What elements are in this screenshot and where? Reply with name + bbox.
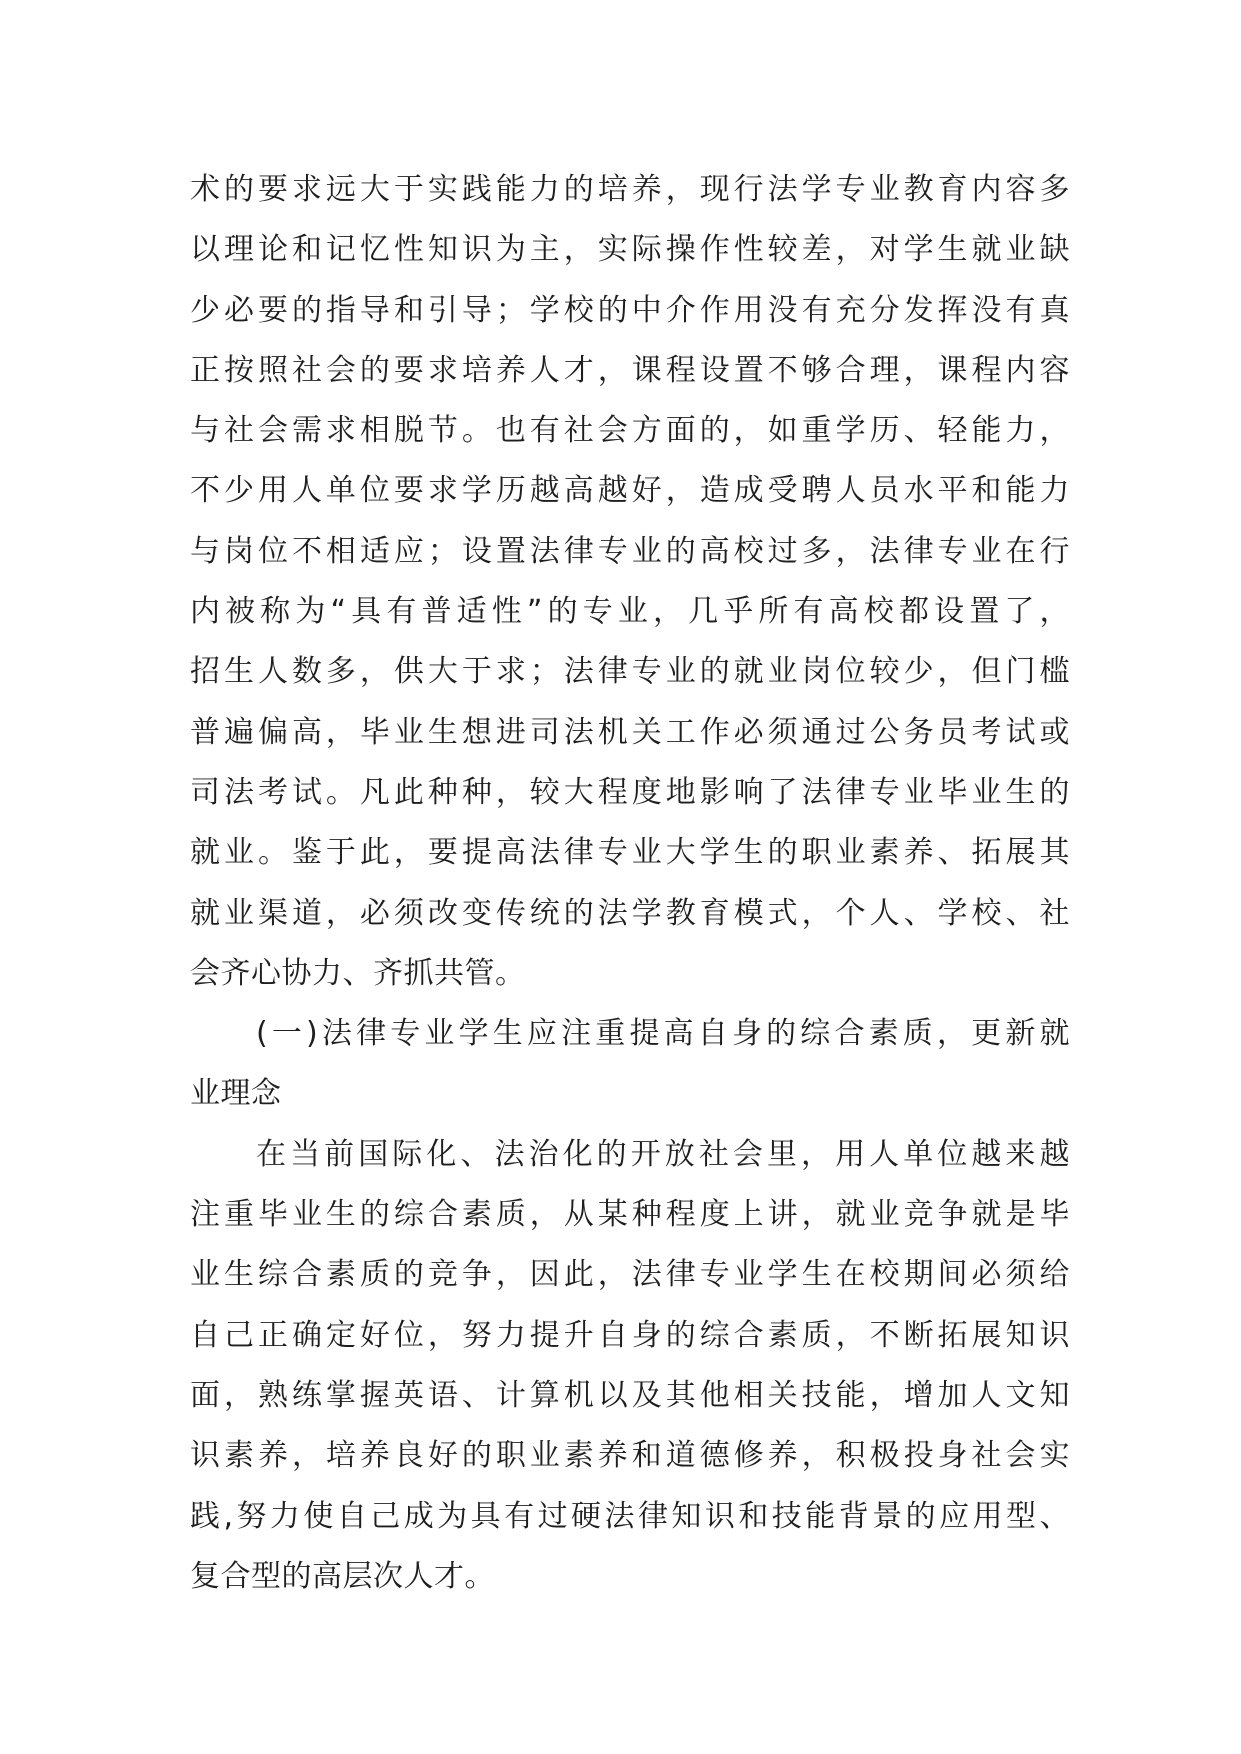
- text-line: 注重毕业生的综合素质，从某种程度上讲，就业竞争就是毕: [190, 1197, 1070, 1233]
- text-line: 以理论和记忆性知识为主，实际操作性较差，对学生就业缺: [190, 232, 1070, 268]
- text-line: 与社会需求相脱节。也有社会方面的，如重学历、轻能力，: [190, 413, 1070, 449]
- text-line: 复合型的高层次人才。: [190, 1558, 495, 1594]
- text-line: 就业。鉴于此，要提高法律专业大学生的职业素养、拓展其: [190, 835, 1070, 871]
- text-line: 术的要求远大于实践能力的培养，现行法学专业教育内容多: [190, 172, 1070, 207]
- text-line: 正按照社会的要求培养人才，课程设置不够合理，课程内容: [190, 352, 1070, 388]
- text-line: 在当前国际化、法治化的开放社会里，用人单位越来越: [256, 1136, 1070, 1172]
- text-line: 普遍偏高，毕业生想进司法机关工作必须通过公务员考试或: [190, 714, 1070, 750]
- text-line: 内被称为“具有普适性”的专业，几乎所有高校都设置了，: [190, 594, 1070, 630]
- text-line: 践,努力使自己成为具有过硬法律知识和技能背景的应用型、: [190, 1498, 1070, 1534]
- text-line: 面，熟练掌握英语、计算机以及其他相关技能，增加人文知: [190, 1377, 1070, 1413]
- text-line: 会齐心协力、齐抓共管。: [190, 955, 526, 991]
- section-heading-continued: 业理念: [190, 1076, 282, 1112]
- text-line: 招生人数多，供大于求；法律专业的就业岗位较少，但门槛: [190, 654, 1070, 690]
- text-line: 识素养，培养良好的职业素养和道德修养，积极投身社会实: [190, 1438, 1070, 1474]
- text-line: 就业渠道，必须改变传统的法学教育模式，个人、学校、社: [190, 895, 1070, 931]
- text-line: 不少用人单位要求学历越高越好，造成受聘人员水平和能力: [190, 473, 1070, 509]
- text-line: 司法考试。凡此种种，较大程度地影响了法律专业毕业生的: [190, 774, 1070, 810]
- text-line: 与岗位不相适应；设置法律专业的高校过多，法律专业在行: [190, 533, 1070, 569]
- body-text: [190, 160, 1070, 1607]
- text-line: 业生综合素质的竞争，因此，法律专业学生在校期间必须给: [190, 1257, 1070, 1293]
- text-line: 少必要的指导和引导；学校的中介作用没有充分发挥没有真: [190, 292, 1070, 328]
- section-heading: (一)法律专业学生应注重提高自身的综合素质，更新就: [256, 1016, 1070, 1052]
- text-line: 自己正确定好位，努力提升自身的综合素质，不断拓展知识: [190, 1317, 1070, 1353]
